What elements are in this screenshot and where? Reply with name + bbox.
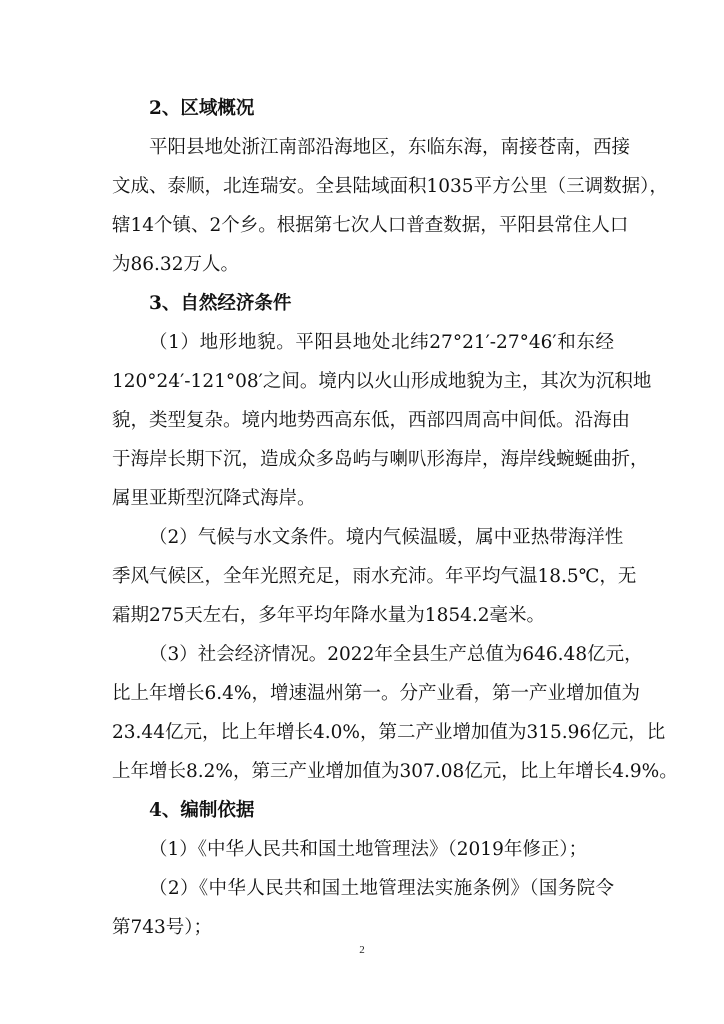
list-item: （2）《中华人民共和国土地管理法实施条例》（国务院令 xyxy=(149,878,614,899)
paragraph-line: 比上年增长6.4%，增速温州第一。分产业看，第一产业增加值为 xyxy=(112,683,641,704)
paragraph-line: 辖14个镇、2个乡。根据第七次人口普查数据，平阳县常住人口 xyxy=(112,215,629,236)
paragraph-line: 霜期275天左右，多年平均年降水量为1854.2毫米。 xyxy=(112,605,546,626)
paragraph-line: （1）地形地貌。平阳县地处北纬27°21′-27°46′和东经 xyxy=(149,332,614,353)
section-4 xyxy=(112,791,614,947)
paragraph-line: 于海岸长期下沉，造成众多岛屿与喇叭形海岸，海岸线蜿蜒曲折， xyxy=(112,449,649,470)
list-item: 第743号）； xyxy=(112,917,213,938)
paragraph-line: 貌，类型复杂。境内地势西高东低，西部四周高中间低。沿海由 xyxy=(112,410,631,431)
section-heading: 2、区域概况 xyxy=(149,98,255,119)
paragraph-line: 属里亚斯型沉降式海岸。 xyxy=(112,488,316,509)
paragraph-line: 文成、泰顺，北连瑞安。全县陆域面积1035平方公里（三调数据）， xyxy=(112,176,668,197)
page-number: 2 xyxy=(359,944,365,956)
paragraph-line: （3）社会经济情况。2022年全县生产总值为646.48亿元， xyxy=(149,644,643,665)
paragraph-line: 为86.32万人。 xyxy=(112,254,239,275)
paragraph-line: 120°24′-121°08′之间。境内以火山形成地貌为主，其次为沉积地 xyxy=(112,371,652,392)
section-heading: 3、自然经济条件 xyxy=(149,293,292,314)
paragraph-line: （2）气候与水文条件。境内气候温暖，属中亚热带海洋性 xyxy=(149,527,624,548)
paragraph-line: 平阳县地处浙江南部沿海地区，东临东海，南接苍南，西接 xyxy=(149,137,631,158)
section-3 xyxy=(112,284,678,791)
section-2 xyxy=(112,89,668,284)
paragraph-line: 23.44亿元，比上年增长4.0%，第二产业增加值为315.96亿元，比 xyxy=(112,722,666,743)
list-item: （1）《中华人民共和国土地管理法》（2019年修正）； xyxy=(149,839,588,860)
paragraph-line: 上年增长8.2%，第三产业增加值为307.08亿元，比上年增长4.9%。 xyxy=(112,761,678,782)
section-heading: 4、编制依据 xyxy=(149,800,255,821)
paragraph-line: 季风气候区，全年光照充足，雨水充沛。年平均气温18.5℃，无 xyxy=(112,566,637,587)
